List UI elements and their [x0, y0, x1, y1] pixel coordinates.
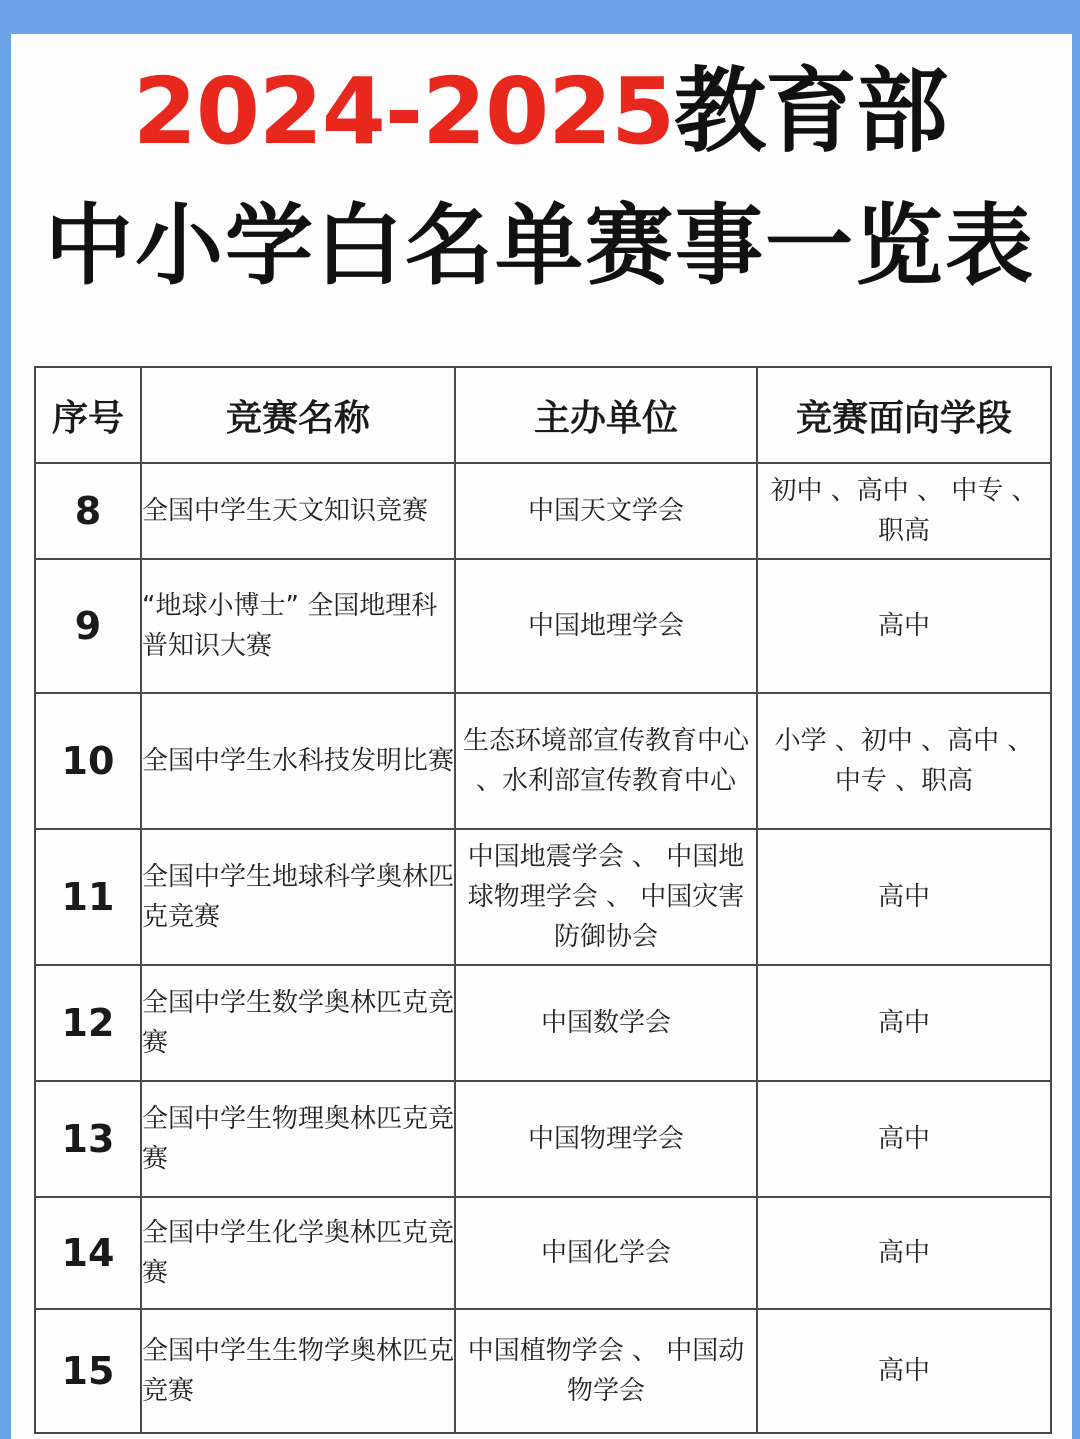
competition-name: 全国中学生化学奥林匹克竞赛: [141, 1197, 455, 1309]
row-number: 15: [35, 1309, 141, 1433]
competition-name: 全国中学生地球科学奥林匹克竞赛: [141, 829, 455, 965]
table-row: [35, 463, 1051, 559]
table-row: [35, 965, 1051, 1081]
organizer: 中国植物学会 、 中国动物学会: [455, 1309, 757, 1433]
school-level: 高中: [757, 559, 1051, 693]
organizer: 中国地震学会 、 中国地球物理学会 、 中国灾害防御协会: [455, 829, 757, 965]
competition-name: 全国中学生生物学奥林匹克竞赛: [141, 1309, 455, 1433]
header-name: 竞赛名称: [141, 367, 455, 463]
organizer: 中国天文学会: [455, 463, 757, 559]
competition-name: 全国中学生水科技发明比赛: [141, 693, 455, 829]
table-row: [35, 1197, 1051, 1309]
competition-name: 全国中学生天文知识竞赛: [141, 463, 455, 559]
row-number: 10: [35, 693, 141, 829]
row-number: 14: [35, 1197, 141, 1309]
competition-name: 全国中学生物理奥林匹克竞赛: [141, 1081, 455, 1197]
competition-table: [34, 366, 1052, 1434]
organizer: 生态环境部宣传教育中心 、水利部宣传教育中心: [455, 693, 757, 829]
row-number: 8: [35, 463, 141, 559]
school-level: 初中 、高中 、 中专 、职高: [757, 463, 1051, 559]
top-border: [0, 0, 1080, 34]
organizer: 中国化学会: [455, 1197, 757, 1309]
school-level: 高中: [757, 1309, 1051, 1433]
table-row: [35, 829, 1051, 965]
table-header-row: [35, 367, 1051, 463]
competition-name: 全国中学生数学奥林匹克竞赛: [141, 965, 455, 1081]
header-level: 竞赛面向学段: [757, 367, 1051, 463]
title-org: 教育部: [674, 58, 948, 165]
table-row: [35, 1309, 1051, 1433]
organizer: 中国数学会: [455, 965, 757, 1081]
table-row: [35, 1081, 1051, 1197]
school-level: 高中: [757, 829, 1051, 965]
table-row: [35, 693, 1051, 829]
school-level: 高中: [757, 1197, 1051, 1309]
row-number: 11: [35, 829, 141, 965]
title-year: 2024-2025: [132, 58, 675, 165]
competition-name: “地球小博士” 全国地理科普知识大赛: [141, 559, 455, 693]
school-level: 高中: [757, 965, 1051, 1081]
school-level: 小学 、初中 、高中 、 中专 、职高: [757, 693, 1051, 829]
page-title: [0, 58, 1080, 165]
header-number: 序号: [35, 367, 141, 463]
organizer: 中国物理学会: [455, 1081, 757, 1197]
table-row: [35, 559, 1051, 693]
header-organizer: 主办单位: [455, 367, 757, 463]
page-subtitle: 中小学白名单赛事一览表: [44, 194, 1035, 297]
row-number: 13: [35, 1081, 141, 1197]
row-number: 12: [35, 965, 141, 1081]
school-level: 高中: [757, 1081, 1051, 1197]
organizer: 中国地理学会: [455, 559, 757, 693]
row-number: 9: [35, 559, 141, 693]
